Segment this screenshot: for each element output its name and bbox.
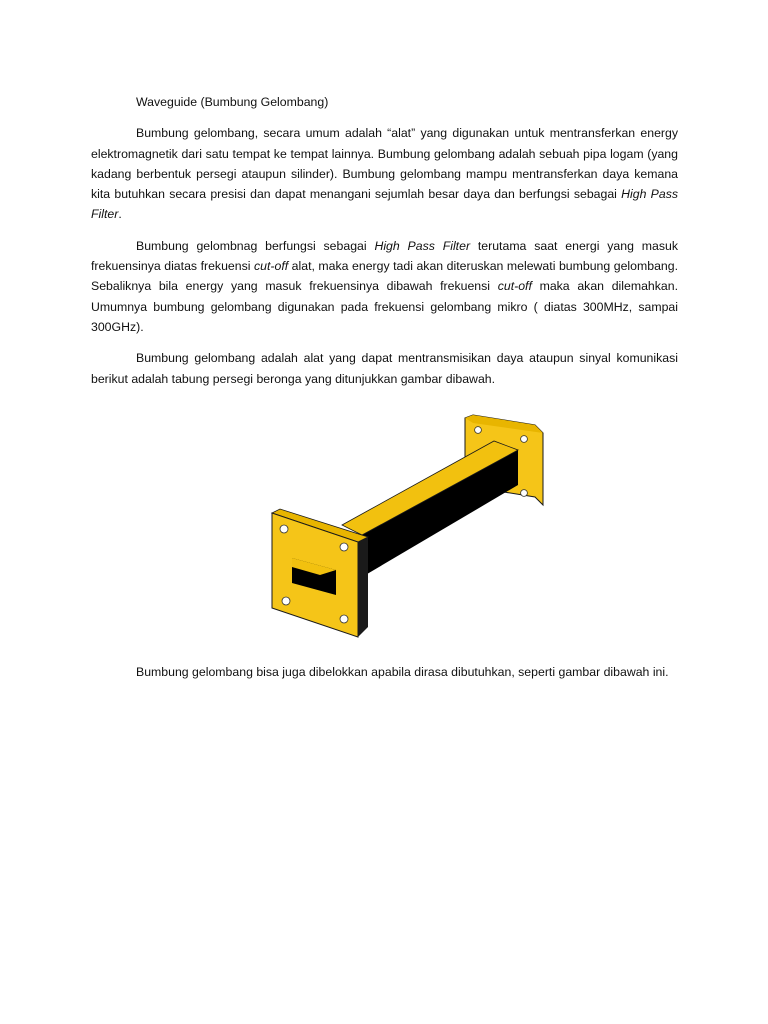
paragraph-2-emphasis-c: cut-off: [497, 279, 532, 294]
paragraph-1: [91, 123, 678, 224]
paragraph-1-text-a: Bumbung gelombang, secara umum adalah “alat” yang digunakan untuk mentransferkan energy elektromagnetik dari satu tempat ke tempat lainnya. Bumbung gelombang adalah sebuah pipa logam (yang kadang berbentuk persegi ataupun silinder). Bumbung gelombang mampu mentransferkan daya kemana kita butuhkan secara presisi dan dapat menangani sejumlah besar daya dan berfungsi sebagai: [91, 126, 678, 202]
paragraph-2-emphasis-b: cut-off: [253, 259, 289, 274]
waveguide-figure: [262, 405, 552, 645]
paragraph-2-text-d: maka akan dilemahkan. Umumnya bumbung gelombang digunakan pada frekuensi gelombang mikro ( diatas 300MHz, sampai 300GHz).: [91, 279, 678, 334]
paragraph-3: Bumbung gelombang adalah alat yang dapat mentransmisikan daya ataupun sinyal komunikasi berikut adalah tabung persegi beronga yang ditunjukkan gambar dibawah.: [91, 351, 678, 386]
paragraph-2-emphasis-a: High Pass Filter: [374, 238, 471, 253]
paragraph-2-text-c: alat, maka energy tadi akan diteruskan melewati bumbung gelombang. Sebaliknya bila energy yang masuk frekuensinya dibawah frekuensi: [91, 259, 678, 294]
waveguide-illustration: [262, 405, 552, 645]
paragraph-1-emphasis-a: High Pass Filter: [91, 187, 678, 222]
paragraph-1-text-b: .: [118, 207, 122, 222]
paragraph-4: Bumbung gelombang bisa juga dibelokkan apabila dirasa dibutuhkan, seperti gambar dibawah ini.: [136, 665, 669, 679]
back-flange-hole-4: [521, 490, 528, 497]
front-flange-hole-2: [340, 543, 348, 551]
document-title: Waveguide (Bumbung Gelombang): [136, 95, 329, 109]
paragraph-2-text-b: terutama saat energi yang masuk frekuensinya diatas frekuensi: [91, 238, 678, 274]
back-flange-hole-1: [475, 427, 482, 434]
paragraph-2-text-a: Bumbung gelombnag berfungsi sebagai: [136, 238, 375, 253]
front-flange-side: [358, 537, 368, 637]
front-flange-hole-3: [282, 597, 290, 605]
back-flange-hole-2: [521, 436, 528, 443]
front-flange-hole-1: [280, 525, 288, 533]
paragraph-2: [91, 236, 678, 337]
front-flange-hole-4: [340, 615, 348, 623]
document-body: [91, 92, 678, 400]
